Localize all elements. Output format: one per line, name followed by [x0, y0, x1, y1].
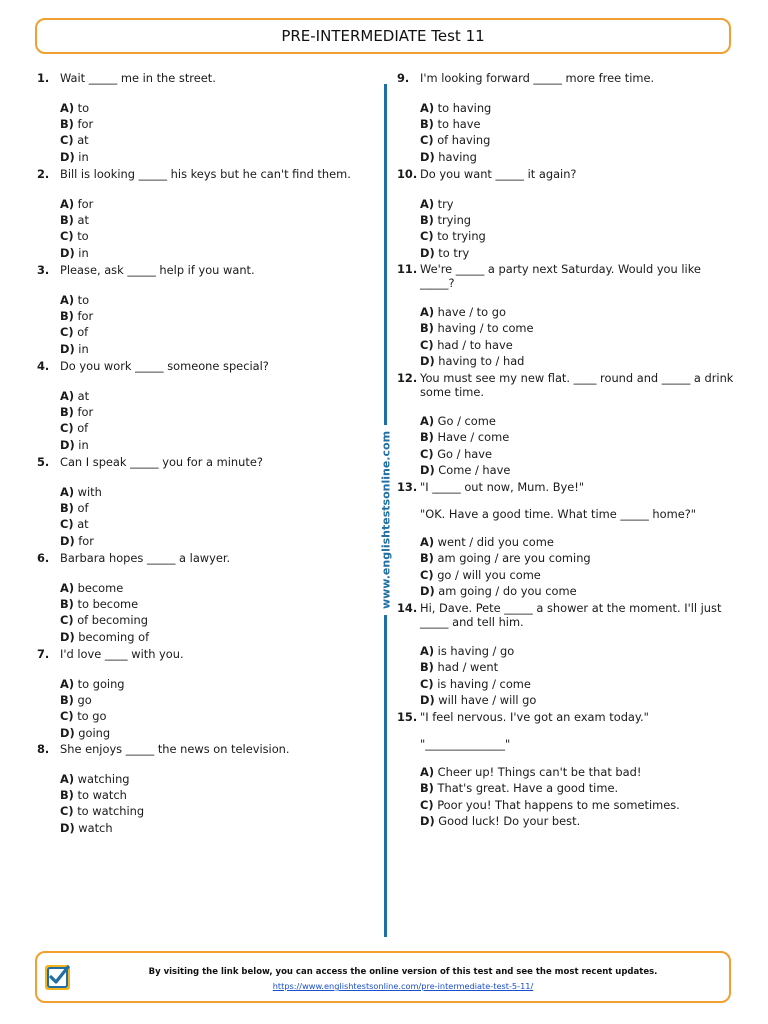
option-text: to [77, 229, 89, 244]
option-letter: D) [420, 584, 435, 599]
option-text: to going [77, 676, 125, 691]
option-letter: A) [60, 292, 75, 307]
question-number: 10. [397, 167, 418, 181]
answer-option[interactable] [60, 612, 373, 628]
option-text: at [77, 212, 89, 227]
answer-option[interactable] [420, 100, 737, 116]
answer-option[interactable] [60, 533, 373, 549]
option-letter: C) [60, 517, 74, 532]
option-letter: C) [60, 613, 74, 628]
option-letter: A) [420, 196, 435, 211]
answer-option[interactable] [60, 771, 373, 787]
option-text: watching [77, 771, 130, 786]
option-text: of [77, 325, 89, 340]
answer-option[interactable] [420, 132, 737, 148]
option-text: having to / had [438, 354, 525, 369]
option-text: had / went [437, 660, 499, 675]
answer-option[interactable] [60, 437, 373, 453]
answer-option[interactable] [420, 116, 737, 132]
question-text: "I _____ out now, Mum. Bye!" [420, 480, 585, 494]
option-text: to have [437, 116, 481, 131]
option-letter: B) [60, 500, 74, 515]
option-text: watch [78, 820, 113, 835]
option-letter: B) [420, 321, 434, 336]
option-text: am going / are you coming [437, 551, 591, 566]
checkbox-logo-icon [43, 962, 73, 992]
answer-options [60, 771, 373, 837]
question-text: Can I speak _____ you for a minute? [60, 455, 263, 469]
side-url-container [376, 430, 396, 610]
question-number: 9. [397, 71, 410, 85]
option-letter: B) [420, 116, 434, 131]
option-text: is having / come [437, 676, 531, 691]
answer-options [420, 764, 737, 830]
answer-option[interactable] [60, 820, 373, 836]
answer-option[interactable] [420, 337, 737, 353]
option-letter: B) [60, 308, 74, 323]
option-letter: D) [60, 245, 75, 260]
question-number: 6. [37, 551, 50, 565]
question-12 [397, 372, 737, 479]
option-text: Go / have [437, 446, 493, 461]
answer-options [420, 534, 737, 600]
question-1 [37, 72, 373, 165]
option-text: to trying [437, 229, 486, 244]
question-number: 1. [37, 71, 50, 85]
question-6 [37, 552, 373, 645]
answer-option[interactable] [60, 324, 373, 340]
option-text: to having [437, 100, 492, 115]
option-letter: A) [420, 414, 435, 428]
option-letter: A) [60, 676, 75, 691]
option-text: for [77, 404, 94, 419]
answer-options [420, 643, 737, 709]
answer-option[interactable] [420, 676, 737, 692]
answer-option[interactable] [420, 643, 737, 659]
question-3 [37, 264, 373, 357]
question-10 [397, 168, 737, 261]
option-letter: B) [60, 404, 74, 419]
option-text: Go / come [437, 414, 496, 428]
option-text: becoming of [78, 629, 150, 644]
question-text: Please, ask _____ help if you want. [60, 263, 255, 277]
question-14 [397, 602, 737, 709]
option-letter: A) [60, 580, 75, 595]
option-letter: B) [420, 660, 434, 675]
answer-option[interactable] [60, 100, 373, 116]
question-text: Do you work _____ someone special? [60, 359, 269, 373]
option-letter: C) [420, 797, 434, 812]
question-text: "I feel nervous. I've got an exam today." [420, 710, 649, 724]
answer-option[interactable] [420, 304, 737, 320]
question-number: 2. [37, 167, 50, 181]
answer-options [420, 100, 737, 166]
question-text-line-2: "OK. Have a good time. What time _____ home?" [420, 506, 697, 521]
option-text: for [77, 196, 94, 211]
question-4 [37, 360, 373, 453]
answer-options [420, 304, 737, 370]
answer-options [60, 388, 373, 454]
question-text: I'm looking forward _____ more free time. [420, 71, 655, 85]
answer-option[interactable] [420, 692, 737, 708]
answer-option[interactable] [420, 550, 737, 566]
option-letter: B) [420, 551, 434, 566]
footer-box [35, 951, 731, 1003]
option-text: of becoming [77, 613, 148, 628]
answer-options [420, 196, 737, 262]
option-letter: D) [420, 149, 435, 164]
answer-option[interactable] [60, 708, 373, 724]
answer-option[interactable] [60, 725, 373, 741]
question-number: 7. [37, 647, 50, 661]
answer-option[interactable] [60, 404, 373, 420]
option-letter: C) [420, 446, 434, 461]
option-letter: C) [420, 676, 434, 691]
answer-option[interactable] [420, 764, 737, 780]
option-letter: D) [60, 437, 75, 452]
answer-option[interactable] [420, 567, 737, 583]
option-text: to watch [77, 787, 127, 802]
option-letter: C) [60, 421, 74, 436]
option-text: for [78, 533, 94, 548]
question-number: 3. [37, 263, 50, 277]
option-letter: B) [60, 212, 74, 227]
option-letter: A) [420, 765, 435, 779]
answer-option[interactable] [420, 245, 737, 261]
answer-option[interactable] [60, 245, 373, 261]
option-letter: A) [60, 771, 75, 786]
option-text: go / will you come [437, 567, 541, 582]
option-text: to [77, 292, 90, 307]
footer-message: By visiting the link below, you can access the online version of this test and see the most recent updates. [148, 967, 658, 977]
option-text: in [78, 149, 89, 164]
option-text: had / to have [437, 337, 513, 352]
option-text: having / to come [437, 321, 534, 336]
option-letter: A) [60, 100, 75, 115]
option-letter: D) [420, 814, 435, 829]
answer-option[interactable] [60, 484, 373, 500]
answer-option[interactable] [60, 149, 373, 165]
option-text: at [77, 388, 90, 403]
option-text: will have / will go [438, 693, 537, 708]
answer-options [60, 100, 373, 166]
option-text: Good luck! Do your best. [438, 814, 581, 829]
option-text: That's great. Have a good time. [437, 781, 619, 796]
option-letter: B) [420, 781, 434, 796]
option-letter: C) [420, 567, 434, 582]
option-letter: D) [60, 725, 75, 740]
option-letter: D) [60, 629, 75, 644]
answer-option[interactable] [60, 292, 373, 308]
option-text: have / to go [437, 305, 506, 319]
question-13 [397, 481, 737, 600]
option-letter: C) [60, 709, 74, 724]
answer-option[interactable] [60, 132, 373, 148]
option-text: to become [77, 596, 139, 611]
option-letter: C) [420, 133, 434, 148]
answer-option[interactable] [420, 212, 737, 228]
answer-option[interactable] [420, 797, 737, 813]
answer-option[interactable] [420, 534, 737, 550]
answer-option[interactable] [60, 500, 373, 516]
answer-option[interactable] [60, 420, 373, 436]
option-text: with [77, 484, 102, 499]
answer-options [60, 292, 373, 358]
answer-options [60, 484, 373, 550]
question-number: 14. [397, 601, 418, 615]
option-text: in [78, 341, 89, 356]
option-letter: A) [60, 484, 75, 499]
option-letter: C) [420, 337, 434, 352]
question-2 [37, 168, 373, 261]
option-text: trying [437, 212, 472, 227]
answer-option[interactable] [60, 212, 373, 228]
option-letter: C) [60, 133, 74, 148]
option-letter: C) [60, 229, 74, 244]
answer-option[interactable] [60, 596, 373, 612]
answer-options [60, 580, 373, 646]
answer-option[interactable] [60, 629, 373, 645]
answer-option[interactable] [60, 803, 373, 819]
option-text: is having / go [437, 644, 515, 658]
option-letter: D) [60, 149, 75, 164]
option-text: going [78, 725, 111, 740]
option-letter: B) [60, 692, 74, 707]
question-number: 4. [37, 359, 50, 373]
question-text: She enjoys _____ the news on television. [60, 742, 290, 756]
option-letter: B) [60, 116, 74, 131]
question-text: We're _____ a party next Saturday. Would you like _____? [420, 262, 701, 290]
answer-option[interactable] [420, 228, 737, 244]
option-letter: A) [60, 388, 75, 403]
answer-option[interactable] [60, 388, 373, 404]
question-5 [37, 456, 373, 549]
question-text: Barbara hopes _____ a lawyer. [60, 551, 231, 565]
option-text: Come / have [438, 463, 511, 478]
option-text: went / did you come [437, 535, 554, 549]
answer-options [60, 196, 373, 262]
answer-option[interactable] [420, 813, 737, 829]
answer-option[interactable] [60, 516, 373, 532]
page-title: PRE-INTERMEDIATE Test 11 [281, 27, 485, 45]
option-text: of [77, 421, 89, 436]
question-text: You must see my new flat. ____ round and _____ a drink some time. [420, 371, 734, 399]
option-text: try [437, 196, 454, 211]
option-letter: A) [60, 196, 75, 211]
answer-option[interactable] [420, 320, 737, 336]
answer-options [420, 413, 737, 479]
option-letter: C) [420, 229, 434, 244]
answer-option[interactable] [420, 353, 737, 369]
answer-option[interactable] [60, 196, 373, 212]
option-text: in [78, 437, 89, 452]
option-text: in [78, 245, 89, 260]
question-text: I'd love ____ with you. [60, 647, 184, 661]
option-letter: B) [420, 430, 434, 445]
option-letter: C) [60, 804, 74, 819]
answer-option[interactable] [60, 580, 373, 596]
question-9 [397, 72, 737, 165]
answer-option[interactable] [420, 659, 737, 675]
option-text: to try [438, 245, 470, 260]
answer-option[interactable] [420, 149, 737, 165]
option-letter: B) [60, 596, 74, 611]
option-letter: D) [420, 463, 435, 478]
question-7 [37, 648, 373, 741]
answer-option[interactable] [420, 446, 737, 462]
option-letter: A) [420, 644, 435, 658]
answer-option[interactable] [60, 308, 373, 324]
option-letter: D) [420, 245, 435, 260]
question-number: 11. [397, 262, 418, 276]
option-letter: D) [420, 693, 435, 708]
question-number: 5. [37, 455, 50, 469]
answer-option[interactable] [420, 583, 737, 599]
question-text: Wait _____ me in the street. [60, 71, 216, 85]
option-letter: B) [60, 787, 74, 802]
question-11 [397, 263, 737, 370]
answer-option[interactable] [420, 780, 737, 796]
option-letter: C) [60, 325, 74, 340]
footer-link[interactable]: https://www.englishtestsonline.com/pre-intermediate-test-5-11/ [272, 981, 534, 991]
answer-option[interactable] [420, 462, 737, 478]
question-text: Bill is looking _____ his keys but he can't find them. [60, 167, 351, 181]
question-number: 15. [397, 710, 418, 724]
question-text-line-2: "______________" [420, 736, 511, 751]
question-text: Do you want _____ it again? [420, 167, 577, 181]
option-text: become [77, 580, 124, 595]
answer-option[interactable] [60, 341, 373, 357]
option-text: Cheer up! Things can't be that bad! [437, 765, 642, 779]
option-text: of [77, 500, 89, 515]
option-text: for [77, 116, 94, 131]
option-letter: D) [60, 820, 75, 835]
option-letter: D) [60, 341, 75, 356]
option-letter: D) [420, 354, 435, 369]
test-title-box [35, 18, 731, 54]
option-text: at [77, 517, 89, 532]
answer-option[interactable] [420, 413, 737, 429]
answer-option[interactable] [60, 692, 373, 708]
option-letter: A) [420, 535, 435, 549]
option-letter: D) [60, 533, 75, 548]
option-text: Have / come [437, 430, 510, 445]
option-letter: A) [420, 100, 435, 115]
option-text: of having [437, 133, 491, 148]
question-8 [37, 743, 373, 836]
question-number: 12. [397, 371, 418, 385]
question-number: 13. [397, 480, 418, 494]
answer-option[interactable] [420, 429, 737, 445]
option-text: at [77, 133, 89, 148]
answer-options [60, 676, 373, 742]
option-text: to [77, 100, 90, 115]
option-text: for [77, 308, 94, 323]
answer-option[interactable] [420, 196, 737, 212]
question-15 [397, 711, 737, 830]
answer-option[interactable] [60, 676, 373, 692]
option-letter: A) [420, 305, 435, 319]
option-text: go [77, 692, 92, 707]
option-text: am going / do you come [438, 584, 577, 599]
option-text: to go [77, 709, 107, 724]
option-text: Poor you! That happens to me sometimes. [437, 797, 680, 812]
option-text: having [438, 149, 477, 164]
answer-option[interactable] [60, 116, 373, 132]
option-text: to watching [77, 804, 145, 819]
answer-option[interactable] [60, 228, 373, 244]
question-text: Hi, Dave. Pete _____ a shower at the moment. I'll just _____ and tell him. [420, 601, 722, 629]
side-url-text: www.englishtestsonline.com [376, 425, 397, 615]
option-letter: B) [420, 212, 434, 227]
answer-option[interactable] [60, 787, 373, 803]
question-number: 8. [37, 742, 50, 756]
